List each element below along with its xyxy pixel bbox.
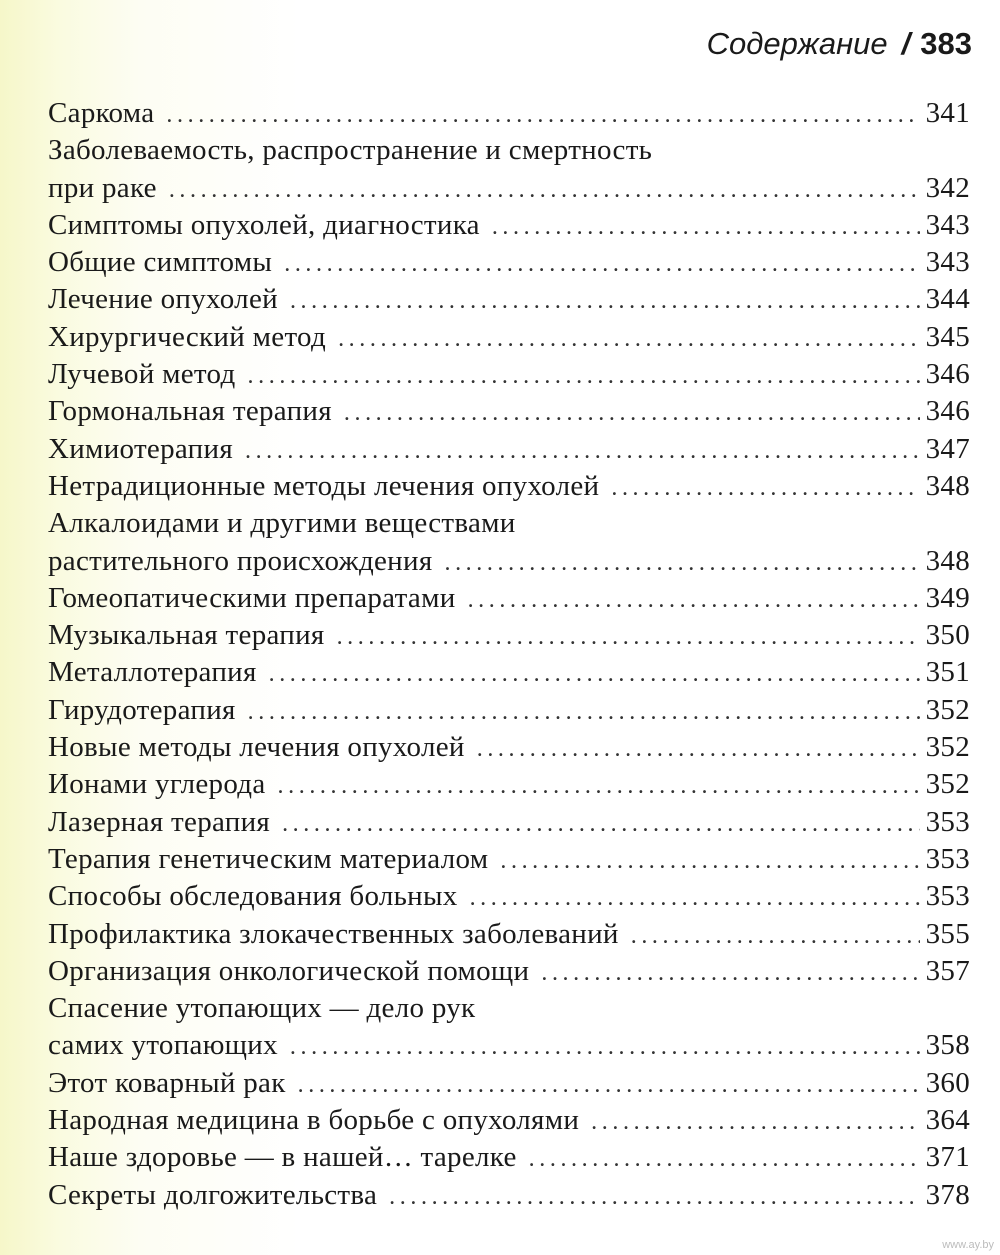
- toc-entry-title: Общие симптомы: [48, 246, 273, 279]
- toc-entry-page: 349: [925, 581, 970, 614]
- toc-entry-title: Наше здоровье — в нашей… тарелке: [48, 1141, 517, 1174]
- toc-entry-page: 353: [925, 805, 970, 838]
- toc-entry: [48, 916, 970, 953]
- toc-entry-page: 345: [925, 320, 970, 353]
- toc-entry: [48, 244, 970, 281]
- dot-leader: [290, 283, 920, 320]
- toc-entry-page: 348: [925, 544, 970, 577]
- toc-entry-title: Спасение утопающих — дело рук: [48, 992, 476, 1025]
- dot-leader: [338, 321, 920, 358]
- toc-entry-page: 344: [925, 283, 970, 316]
- toc-entry-title: Симптомы опухолей, диагностика: [48, 208, 480, 241]
- toc-entry: [48, 692, 970, 729]
- toc-entry-title: Гомеопатическими препаратами: [48, 581, 456, 614]
- toc-entry-title-continued: при раке: [48, 171, 157, 204]
- toc-entry-page: 353: [925, 880, 970, 913]
- toc-entry-title: Профилактика злокачественных заболеваний: [48, 917, 619, 950]
- toc-entry-page: 343: [925, 246, 970, 279]
- toc-entry-first-line: [48, 132, 970, 169]
- toc-entry: [48, 95, 970, 132]
- dot-leader: [166, 97, 919, 134]
- dot-leader: [492, 209, 920, 246]
- toc-entry-title: Лечение опухолей: [48, 283, 278, 316]
- toc-entry-title: Этот коварный рак: [48, 1066, 286, 1099]
- dot-leader: [611, 470, 919, 507]
- dot-leader: [269, 656, 920, 693]
- toc-entry-page: 352: [925, 693, 970, 726]
- toc-entry-page: 352: [925, 768, 970, 801]
- dot-leader: [541, 955, 919, 992]
- toc-entry-page: 353: [925, 842, 970, 875]
- toc-entry-title: Гирудотерапия: [48, 693, 236, 726]
- toc-entry: [48, 841, 970, 878]
- toc-entry-title: Хирургический метод: [48, 320, 327, 353]
- toc-entry-page: 364: [925, 1104, 970, 1137]
- toc-entry: [48, 617, 970, 654]
- dot-leader: [284, 246, 919, 283]
- dot-leader: [282, 806, 920, 843]
- toc-entry: [48, 543, 970, 580]
- toc-entry: [48, 170, 970, 207]
- dot-leader: [631, 918, 920, 955]
- toc-entry-title: Заболеваемость, распространение и смертность: [48, 134, 653, 167]
- toc-entry: [48, 393, 970, 430]
- toc-entry: [48, 766, 970, 803]
- toc-entry: [48, 1027, 970, 1064]
- toc-entry-first-line: [48, 505, 970, 542]
- toc-entry-title: Новые методы лечения опухолей: [48, 731, 465, 764]
- toc-entry: [48, 468, 970, 505]
- toc-entry-title: Народная медицина в борьбе с опухолями: [48, 1104, 580, 1137]
- dot-leader: [169, 172, 920, 209]
- dot-leader: [337, 619, 920, 656]
- toc-entry-title: Саркома: [48, 97, 155, 129]
- toc-entry-page: 342: [925, 171, 970, 204]
- dot-leader: [470, 880, 920, 917]
- toc-entry-title: Ионами углерода: [48, 768, 266, 801]
- running-head-section: Содержание: [706, 26, 888, 61]
- toc-entry: [48, 1139, 970, 1176]
- toc-entry-title: Алкалоидами и другими веществами: [48, 507, 516, 540]
- toc-entry-page: 346: [925, 395, 970, 428]
- toc-entry-title: Способы обследования больных: [48, 880, 458, 913]
- toc-entry-page: 351: [925, 656, 970, 689]
- watermark: www.ay.by: [942, 1239, 994, 1251]
- dot-leader: [591, 1104, 919, 1141]
- toc-entry-page: 357: [925, 954, 970, 987]
- toc-entry: [48, 580, 970, 617]
- toc-entry-page: 355: [925, 917, 970, 950]
- toc-entry: [48, 1065, 970, 1102]
- toc-entry-page: 360: [925, 1066, 970, 1099]
- toc-entry-page: 352: [925, 731, 970, 764]
- dot-leader: [298, 1067, 920, 1104]
- toc-entry: [48, 1177, 970, 1214]
- dot-leader: [477, 731, 920, 768]
- toc-entry-title: Организация онкологической помощи: [48, 954, 530, 987]
- dot-leader: [248, 694, 920, 731]
- running-head-separator: /: [901, 26, 911, 61]
- toc-entry: [48, 356, 970, 393]
- toc-entry-title-continued: растительного происхождения: [48, 544, 433, 577]
- toc-entry-page: 343: [925, 208, 970, 241]
- toc-entry: [48, 878, 970, 915]
- toc-entry: [48, 207, 970, 244]
- toc-entry-title: Нетрадиционные методы лечения опухолей: [48, 469, 600, 502]
- toc-entry: [48, 804, 970, 841]
- running-head: [707, 26, 972, 62]
- toc-entry-page: 358: [925, 1029, 970, 1062]
- toc-entry-page: 378: [925, 1178, 970, 1211]
- dot-leader: [248, 358, 920, 395]
- toc-entry-page: 350: [925, 619, 970, 652]
- dot-leader: [468, 582, 920, 619]
- toc-entry-page: 348: [925, 469, 970, 502]
- toc-entry-title: Секреты долгожительства: [48, 1178, 378, 1211]
- toc-entry-first-line: [48, 990, 970, 1027]
- toc-entry-title: Лучевой метод: [48, 358, 236, 391]
- toc-entry: [48, 1102, 970, 1139]
- dot-leader: [444, 545, 919, 582]
- toc-entry-title: Химиотерапия: [48, 432, 233, 465]
- toc-entry: [48, 953, 970, 990]
- toc-entry: [48, 431, 970, 468]
- toc-entry-title: Музыкальная терапия: [48, 619, 325, 652]
- toc-entry: [48, 281, 970, 318]
- toc-entry-page: 347: [925, 432, 970, 465]
- toc-entry-page: 371: [925, 1141, 970, 1174]
- toc-entry-page: 341: [925, 97, 970, 129]
- toc-entry-page: 346: [925, 358, 970, 391]
- dot-leader: [389, 1179, 919, 1216]
- toc-entry-title: Лазерная терапия: [48, 805, 271, 838]
- toc-entry: [48, 319, 970, 356]
- toc-entry-title: Металлотерапия: [48, 656, 257, 689]
- dot-leader: [278, 768, 920, 805]
- dot-leader: [290, 1029, 920, 1066]
- toc-entry-title: Терапия генетическим материалом: [48, 842, 489, 875]
- toc-entry-title-continued: самих утопающих: [48, 1029, 278, 1062]
- table-of-contents: [48, 95, 970, 1214]
- toc-entry: [48, 729, 970, 766]
- toc-entry-title: Гормональная терапия: [48, 395, 332, 428]
- dot-leader: [500, 843, 919, 880]
- toc-entry: [48, 654, 970, 691]
- page-number: 383: [920, 26, 972, 61]
- dot-leader: [245, 433, 920, 470]
- dot-leader: [529, 1141, 920, 1178]
- dot-leader: [344, 395, 920, 432]
